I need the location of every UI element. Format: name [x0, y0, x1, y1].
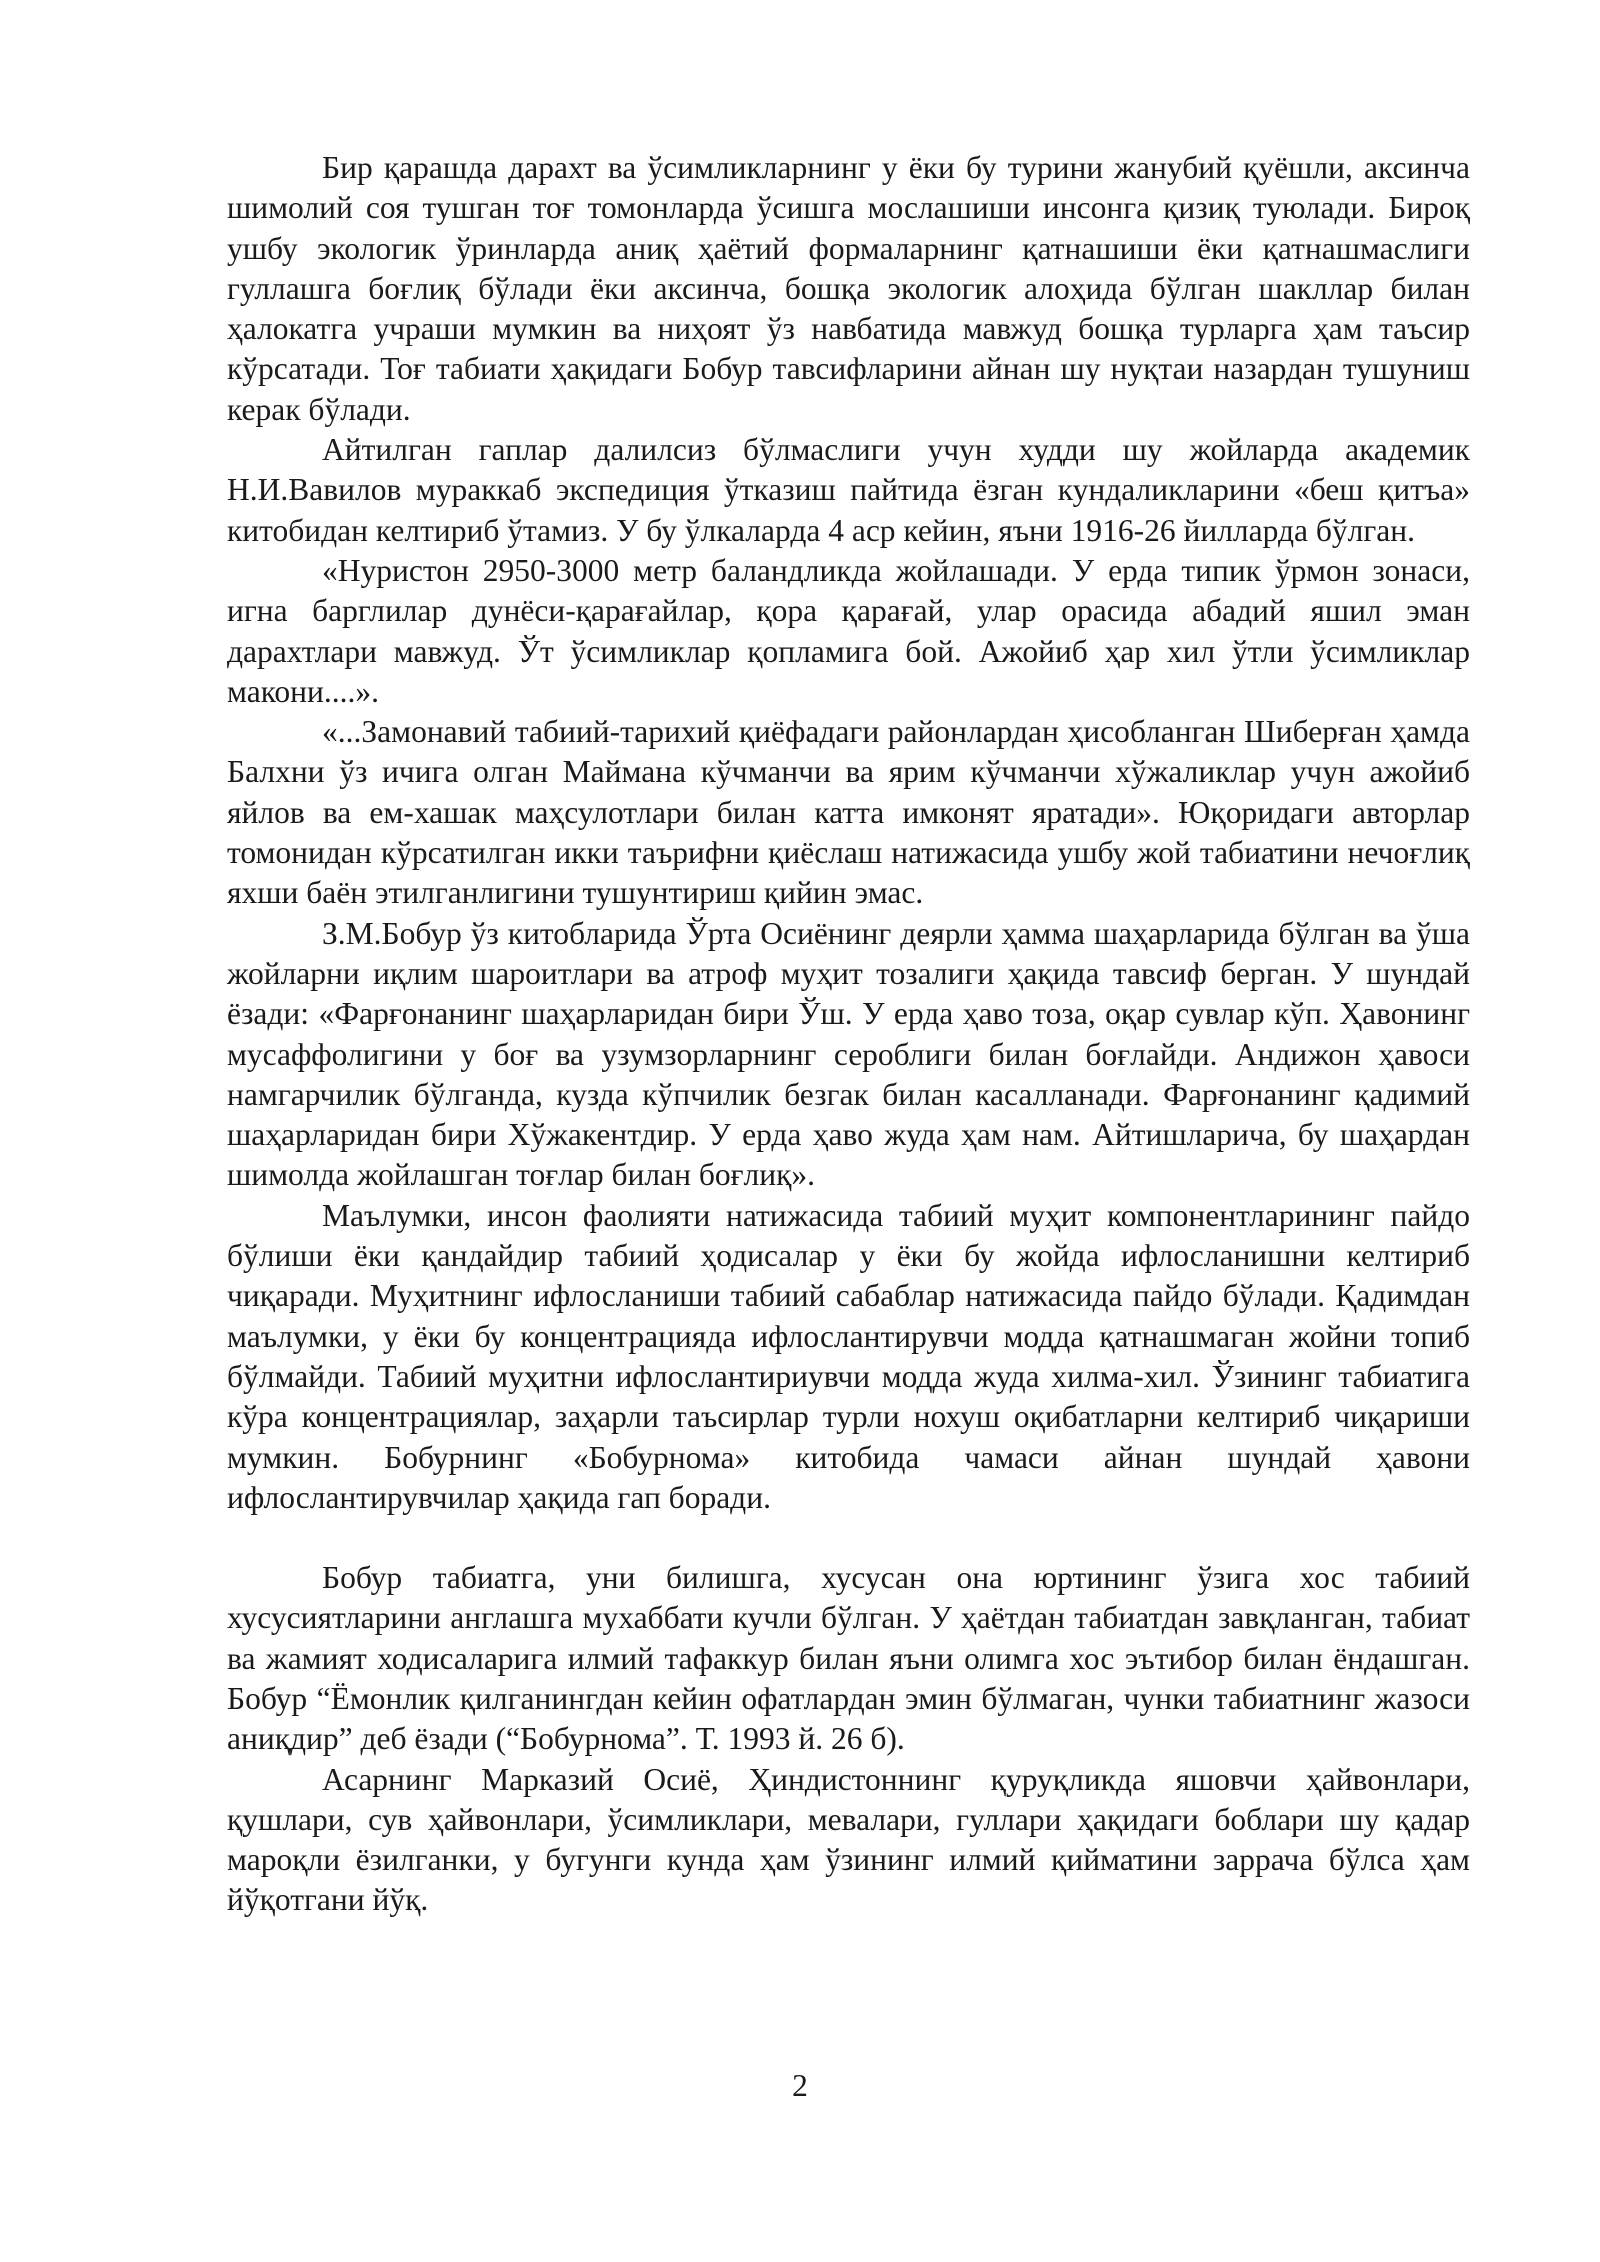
paragraph-babur-cities: З.М.Бобур ўз китобларида Ўрта Осиёнинг деярли ҳамма шаҳарларида бўлган ва ўша жойларни иқлим шароитлари ва атроф муҳит тозалиги ҳақида тавсиф берган. У шундай ёзади: «Фарғонанинг шаҳарларидан бири Ўш. У ерда ҳаво тоза, оқар сувлар кўп. Ҳавонинг мусаффолигини у боғ ва узумзорларнинг сероблиги билан боғлайди. Андижон ҳавоси намгарчилик бўлганда, кузда кўпчилик безгак билан касалланади. Фарғонанинг қадимий шаҳарларидан бири Хўжакентдир. У ерда ҳаво жуда ҳам нам. Айтишларича, бу шаҳардан шимолда жойлашган тоғлар билан боғлиқ».: [227, 915, 1470, 1193]
paragraph-pollution: Маълумки, инсон фаолияти натижасида табиий муҳит компонентларининг пайдо бўлиши ёки қандайдир табиий ҳодисалар у ёки бу жойда ифлосланишни келтириб чиқаради. Муҳитнинг ифлосланиши табиий сабаблар натижасида пайдо бўлади. Қадимдан маълумки, у ёки бу концентрацияда ифлослантирувчи модда қатнашмаган жойни топиб бўлмайди. Табиий муҳитни ифлослантириувчи модда жуда хилма-хил. Ўзининг табиатига кўра концентрациялар, заҳарли таъсирлар турли нохуш оқибатларни келтириб чиқариши мумкин. Бобурнинг «Бобурнома» китобида чамаси айнан шундай ҳавони ифлослантирувчилар ҳақида гап боради.: [227, 1197, 1470, 1515]
paragraph-vavilov-diaries: Айтилган гаплар далилсиз бўлмаслиги учун худди шу жойларда академик Н.И.Вавилов мураккаб экспедиция ўтказиш пайтида ёзган кундаликларини «беш қитъа» китобидан келтириб ўтамиз. У бу ўлкаларда 4 аср кейин, яъни 1916-26 йилларда бўлган.: [227, 432, 1470, 548]
paragraph-babur-nature: Бобур табиатга, уни билишга, хусусан она юртининг ўзига хос табиий хусусиятларини англашга мухаббати кучли бўлган. У ҳаётдан табиатдан завқланган, табиат ва жамият ходисаларига илмий тафаккур билан яъни олимга хос эътибор билан ёндашган. Бобур “Ёмонлик қилганингдан кейин офатлардан эмин бўлмаган, чунки табиатнинг жазоси аниқдир” деб ёзади (“Бобурнома”. Т. 1993 й. 26 б).: [227, 1560, 1470, 1757]
paragraph-gap: [227, 1518, 1470, 1558]
paragraph-nuristan-quote: «Нуристон 2950-3000 метр баландликда жойлашади. У ерда типик ўрмон зонаси, игна барглилар дунёси-қарағайлар, қора қарағай, улар орасида абадий яшил эман дарахтлари мавжуд. Ўт ўсимликлар қопламига бой. Ажойиб ҳар хил ўтли ўсимликлар макони....».: [227, 552, 1470, 709]
page-number: 2: [792, 2068, 808, 2103]
paragraph-mountain-ecology: Бир қарашда дарахт ва ўсимликларнинг у ёки бу турини жанубий қуёшли, аксинча шимолий соя тушган тоғ томонларда ўсишга мослашиши инсонга қизиқ туюлади. Бироқ ушбу экологик ўринларда аниқ ҳаётий формаларнинг қатнашиши ёки қатнашмаслиги гуллашга боғлиқ бўлади ёки аксинча, бошқа экологик алоҳида бўлган шакллар билан ҳалокатга учраши мумкин ва ниҳоят ўз навбатида мавжуд бошқа турларга ҳам таъсир кўрсатади. Тоғ табиати ҳақидаги Бобур тавсифларини айнан шу нуқтаи назардан тушуниш керак бўлади.: [227, 150, 1470, 427]
document-body: [227, 148, 1470, 1921]
paragraph-shiberghan-quote: «...Замонавий табиий-тарихий қиёфадаги районлардан ҳисобланган Шиберған ҳамда Балхни ўз ичига олган Маймана кўчманчи ва ярим кўчманчи хўжаликлар учун ажойиб яйлов ва ем-хашак маҳсулотлари билан катта имконят яратади». Юқоридаги авторлар томонидан кўрсатилган икки таърифни қиёслаш натижасида ушбу жой табиатини нечоғлиқ яхши баён этилганлигини тушунтириш қийин эмас.: [227, 714, 1470, 911]
paragraph-work-chapters: Асарнинг Марказий Осиё, Ҳиндистоннинг қуруқликда яшовчи ҳайвонлари, қушлари, сув ҳайвонлари, ўсимликлари, мевалари, гуллари ҳақидаги боблари шу қадар мароқли ёзилганки, у бугунги кунда ҳам ўзининг илмий қийматини заррача бўлса ҳам йўқотгани йўқ.: [227, 1761, 1470, 1918]
